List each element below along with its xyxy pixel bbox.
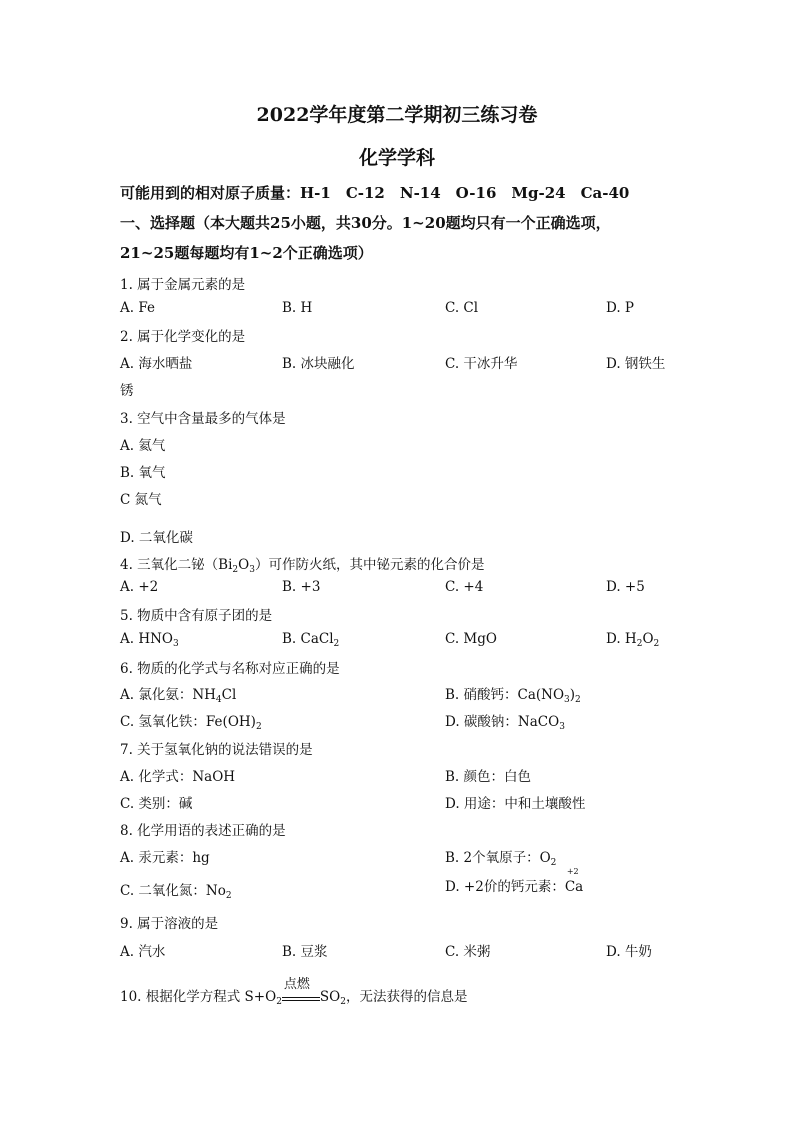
- question-7-option-a: A. 化学式：NaOH: [120, 769, 236, 785]
- section-heading-line2: 21~25题每题均有1~2个正确选项）: [120, 244, 373, 262]
- question-1-option-a: A. Fe: [120, 300, 155, 316]
- question-8-option-a: A. 汞元素：hg: [120, 850, 210, 866]
- section-heading-line1: 一、选择题（本大题共25小题，共30分。1~20题均只有一个正确选项，: [120, 214, 611, 232]
- question-6-option-d-text: D. 碳酸钠：NaCO: [445, 714, 560, 730]
- subject-title: 化学学科: [358, 147, 435, 169]
- question-10-stem: [120, 976, 468, 1007]
- question-5-option-d: [606, 631, 659, 647]
- question-1-option-c: C. Cl: [445, 300, 479, 316]
- question-8-option-d: [445, 867, 584, 895]
- question-8-option-d-text: D. +2价的钙元素：: [445, 879, 565, 895]
- question-1-option-d: D. P: [606, 300, 635, 316]
- question-4-stem-post: ）可作防火纸，其中铋元素的化合价是: [254, 557, 485, 573]
- question-6-option-b-text: B. 硝酸钙：Ca(NO: [445, 687, 565, 703]
- question-4-stem-sub2: 3: [249, 565, 255, 575]
- question-8-option-b-text: B. 2个氧原子：O: [445, 850, 551, 866]
- question-8-option-c: [120, 879, 232, 899]
- question-5-option-a-sub: 3: [173, 639, 179, 649]
- question-2-option-d-wrap: 锈: [120, 383, 134, 399]
- question-9-option-c: C. 米粥: [445, 944, 491, 960]
- question-5-option-d-mid: O: [642, 631, 654, 647]
- question-6-option-c-text: C. 氢氧化铁：Fe(OH): [120, 714, 256, 730]
- question-6-option-b-sub1: 3: [564, 695, 570, 705]
- question-2-option-c: C. 干冰升华: [445, 356, 518, 372]
- question-5-option-a-text: A. HNO: [120, 631, 173, 647]
- question-6-option-b-sub2: 2: [575, 695, 581, 705]
- valence-sup: +2: [566, 867, 579, 876]
- reaction-equals-sign: [282, 976, 320, 1005]
- question-6-option-d: [445, 710, 565, 730]
- question-2-option-b: B. 冰块融化: [282, 356, 355, 372]
- question-5-option-b-sub: 2: [333, 639, 340, 649]
- question-6-option-c-sub: 2: [255, 722, 262, 732]
- question-4-option-d: D. +5: [606, 579, 645, 595]
- question-8-option-c-text: C. 二氧化氮：No: [120, 883, 226, 899]
- question-6-option-c: [120, 710, 262, 730]
- question-6-stem: 6. 物质的化学式与名称对应正确的是: [120, 661, 340, 677]
- question-2-stem: 2. 属于化学变化的是: [120, 329, 246, 345]
- question-3-option-c: C 氮气: [120, 492, 162, 508]
- reaction-condition: 点燃: [283, 976, 310, 992]
- question-3-stem: 3. 空气中含量最多的气体是: [120, 411, 286, 427]
- question-10-stem-pre: 10. 根据化学方程式 S+O: [120, 989, 277, 1005]
- question-5-option-a: [120, 631, 179, 647]
- question-9-option-b: B. 豆浆: [282, 944, 328, 960]
- question-6-option-d-sub: 3: [559, 722, 565, 732]
- question-2-option-d: D. 钢铁生: [606, 356, 666, 372]
- question-7-option-c: C. 类别：碱: [120, 796, 193, 812]
- question-4-stem-pre: 4. 三氧化二铋（Bi: [120, 557, 233, 573]
- valence-symbol: Ca: [564, 879, 584, 895]
- question-4-option-c: C. +4: [445, 579, 484, 595]
- question-6-option-b: [445, 683, 581, 703]
- question-7-stem: 7. 关于氢氧化钠的说法错误的是: [120, 742, 313, 758]
- question-10-stem-post: ，无法获得的信息是: [345, 989, 468, 1005]
- question-4-stem-sub1: 2: [232, 565, 239, 575]
- question-5-stem: 5. 物质中含有原子团的是: [120, 608, 273, 624]
- question-10-sub1: 2: [276, 997, 282, 1007]
- exam-title: 2022学年度第二学期初三练习卷: [256, 104, 538, 126]
- question-6-option-a-sub: 4: [215, 695, 222, 705]
- question-3-option-b: B. 氧气: [120, 465, 166, 481]
- question-1-stem: 1. 属于金属元素的是: [120, 277, 246, 293]
- question-5-option-c: C. MgO: [445, 631, 497, 647]
- question-4-option-b: B. +3: [282, 579, 321, 595]
- atomic-masses: 可能用到的相对原子质量：H-1 C-12 N-14 O-16 Mg-24 Ca-40: [120, 184, 630, 202]
- question-7-option-d: D. 用途：中和土壤酸性: [445, 796, 586, 812]
- question-4-stem: [120, 553, 484, 573]
- question-6-option-a-text: A. 氯化氨：NH: [120, 687, 216, 703]
- question-8-stem: 8. 化学用语的表述正确的是: [120, 823, 286, 839]
- question-3-option-d: D. 二氧化碳: [120, 530, 193, 546]
- question-5-option-b-text: B. CaCl: [282, 631, 334, 647]
- question-9-stem: 9. 属于溶液的是: [120, 916, 219, 932]
- question-8-option-b-sub: 2: [550, 858, 557, 868]
- question-9-option-a: A. 汽水: [120, 944, 166, 960]
- question-6-option-a-post: Cl: [221, 687, 237, 703]
- question-10-sub2: 2: [340, 997, 346, 1007]
- question-3-option-a: A. 氦气: [120, 438, 166, 454]
- question-9-option-d: D. 牛奶: [606, 944, 652, 960]
- question-2-option-a: A. 海水晒盐: [120, 356, 193, 372]
- question-1-option-b: B. H: [282, 300, 313, 316]
- question-6-option-a: [120, 683, 236, 703]
- question-7-option-b: B. 颜色：白色: [445, 769, 532, 785]
- valence-notation: [564, 867, 584, 895]
- question-4-option-a: A. +2: [120, 579, 159, 595]
- question-5-option-d-text: D. H: [606, 631, 637, 647]
- question-6-option-b-mid: ): [569, 687, 576, 703]
- question-8-option-b: [445, 846, 556, 866]
- question-10-product: SO: [319, 989, 341, 1005]
- question-5-option-d-sub2: 2: [653, 639, 660, 649]
- question-5-option-d-sub1: 2: [636, 639, 643, 649]
- question-4-stem-mid: O: [238, 557, 250, 573]
- question-8-option-c-sub: 2: [225, 891, 232, 901]
- question-5-option-b: [282, 631, 339, 647]
